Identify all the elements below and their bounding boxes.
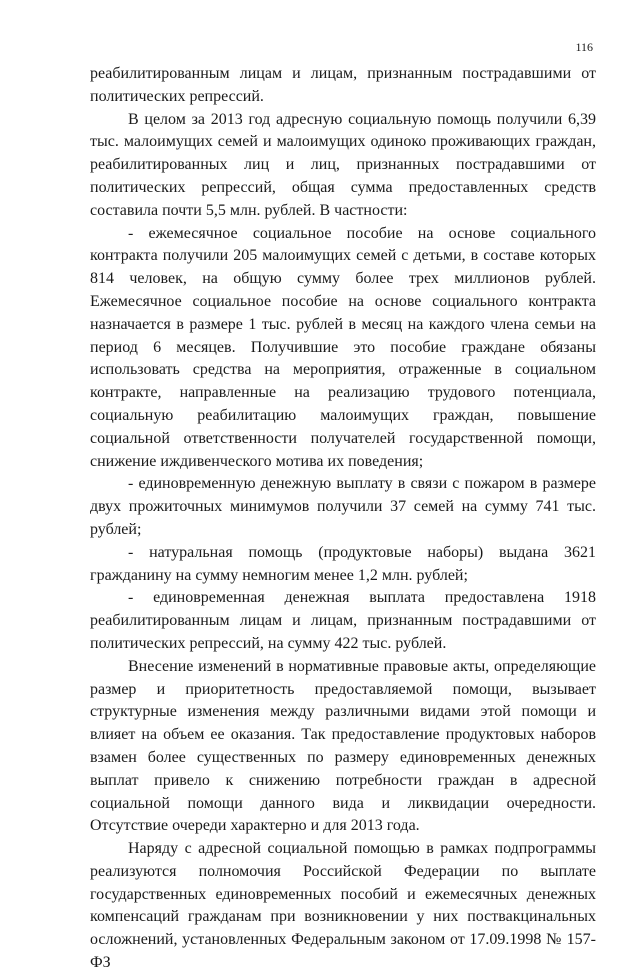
list-item-fire-payment: - единовременную денежную выплату в связи с пожаром в размере двух прожиточных минимумов получили 37 семей на сумму 741 тыс. рублей; — [90, 475, 596, 538]
paragraph-legislative-changes: Внесение изменений в нормативные правовые акты, определяющие размер и приоритетность предоставляемой помощи, вызывает структурные изменения между различными видами этой помощи и влияет на объем ее оказания. Так предоставление продуктовых наборов взамен более существенных по размеру единовременных денежных выплат привело к снижению потребности граждан в адресной социальной помощи данного вида и ликвидации очередности. Отсутствие очереди характерно и для 2013 года. — [90, 657, 596, 835]
list-item-food-sets: - натуральная помощь (продуктовые наборы) выдана 3621 гражданину на сумму немногим менее 1,2 млн. рублей; — [90, 543, 596, 584]
paragraph-summary-2013: В целом за 2013 год адресную социальную помощь получили 6,39 тыс. малоимущих семей и малоимущих одиноко проживающих граждан, реабилитированных лиц и лиц, признанных пострадавшими от политических репрессий, общая сумма предоставленных средств составила почти 5,5 млн. рублей. В частности: — [90, 110, 596, 219]
list-item-rehabilitated-payment: - единовременная денежная выплата предоставлена 1918 реабилитированным лицам и лицам, признанным пострадавшими от политических репрессий, на сумму 422 тыс. рублей. — [90, 589, 596, 652]
page-number: 116 — [575, 40, 593, 54]
paragraph-continuation: реабилитированным лицам и лицам, признанным пострадавшими от политических репрессий. — [90, 65, 596, 105]
list-item-social-contract: - ежемесячное социальное пособие на основе социального контракта получили 205 малоимущих семей с детьми, в составе которых 814 человек, на общую сумму более трех миллионов рублей. Ежемесячное социальное пособие на основе социального контракта назначается в размере 1 тыс. рублей в месяц на каждого члена семьи на период 6 месяцев. Получившие это пособие граждане обязаны использовать средства на мероприятия, отраженные в социальном контракте, направленные на реализацию трудового потенциала, социальную реабилитацию малоимущих граждан, повышение социальной ответственности получателей государственной помощи, снижение иждивенческого мотива их поведения; — [90, 224, 596, 470]
paragraph-federal-powers: Наряду с адресной социальной помощью в рамках подпрограммы реализуются полномочия Российской Федерации по выплате государственных единовременных пособий и ежемесячных денежных компенсаций гражданам при возникновении у них поствакцинальных осложнений, установленных Федеральным законом от 17.09.1998 № 157-ФЗ — [90, 840, 596, 972]
body-text — [90, 63, 596, 975]
